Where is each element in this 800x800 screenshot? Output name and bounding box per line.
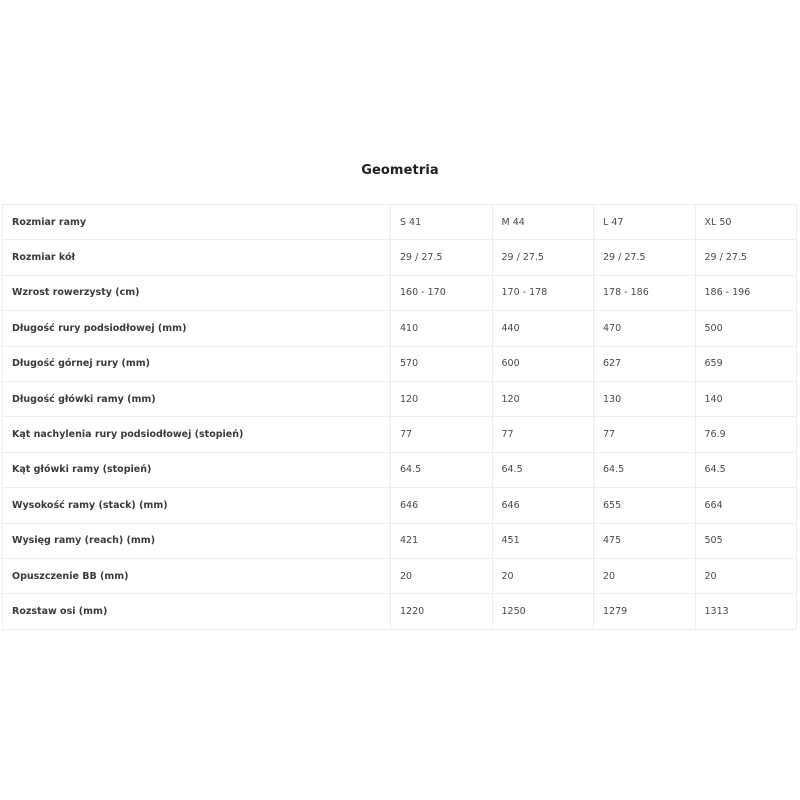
table-cell: 186 - 196 xyxy=(695,275,797,310)
table-cell: M 44 xyxy=(492,205,594,240)
table-row xyxy=(3,488,797,523)
row-label: Rozmiar kół xyxy=(3,240,391,275)
table-cell: 500 xyxy=(695,311,797,346)
table-cell: 120 xyxy=(391,381,493,416)
table-row xyxy=(3,381,797,416)
table-cell: 140 xyxy=(695,381,797,416)
table-cell: 600 xyxy=(492,346,594,381)
row-label: Wysokość ramy (stack) (mm) xyxy=(3,488,391,523)
row-label: Wysięg ramy (reach) (mm) xyxy=(3,523,391,558)
table-cell: 160 - 170 xyxy=(391,275,493,310)
row-label: Opuszczenie BB (mm) xyxy=(3,558,391,593)
table-cell: 77 xyxy=(594,417,696,452)
table-cell: 29 / 27.5 xyxy=(391,240,493,275)
row-label: Długość rury podsiodłowej (mm) xyxy=(3,311,391,346)
table-row xyxy=(3,417,797,452)
table-cell: 570 xyxy=(391,346,493,381)
table-cell: 64.5 xyxy=(695,452,797,487)
table-cell: 664 xyxy=(695,488,797,523)
table-cell: S 41 xyxy=(391,205,493,240)
table-cell: 77 xyxy=(391,417,493,452)
section-title: Geometria xyxy=(361,163,439,178)
table-cell: 475 xyxy=(594,523,696,558)
row-label: Wzrost rowerzysty (cm) xyxy=(3,275,391,310)
row-label: Rozmiar ramy xyxy=(3,205,391,240)
table-cell: L 47 xyxy=(594,205,696,240)
row-label: Długość główki ramy (mm) xyxy=(3,381,391,416)
table-cell: 627 xyxy=(594,346,696,381)
table-cell: 20 xyxy=(492,558,594,593)
table-cell: 77 xyxy=(492,417,594,452)
table-cell: 20 xyxy=(695,558,797,593)
table-cell: 178 - 186 xyxy=(594,275,696,310)
table-cell: 655 xyxy=(594,488,696,523)
table-cell: 1313 xyxy=(695,594,797,629)
table-cell: 120 xyxy=(492,381,594,416)
table-cell: 130 xyxy=(594,381,696,416)
table-cell: 451 xyxy=(492,523,594,558)
table-cell: 1220 xyxy=(391,594,493,629)
table-cell: XL 50 xyxy=(695,205,797,240)
table-cell: 29 / 27.5 xyxy=(492,240,594,275)
table-cell: 470 xyxy=(594,311,696,346)
row-label: Kąt nachylenia rury podsiodłowej (stopień) xyxy=(3,417,391,452)
geometry-table-body xyxy=(3,205,797,630)
table-row xyxy=(3,240,797,275)
table-cell: 410 xyxy=(391,311,493,346)
table-cell: 659 xyxy=(695,346,797,381)
row-label: Długość górnej rury (mm) xyxy=(3,346,391,381)
table-row xyxy=(3,452,797,487)
table-cell: 505 xyxy=(695,523,797,558)
table-cell: 1279 xyxy=(594,594,696,629)
table-cell: 64.5 xyxy=(594,452,696,487)
table-row xyxy=(3,558,797,593)
row-label: Rozstaw osi (mm) xyxy=(3,594,391,629)
table-cell: 1250 xyxy=(492,594,594,629)
table-row xyxy=(3,346,797,381)
table-cell: 20 xyxy=(594,558,696,593)
table-row xyxy=(3,594,797,629)
table-cell: 64.5 xyxy=(391,452,493,487)
table-row xyxy=(3,205,797,240)
geometry-table xyxy=(2,204,797,630)
table-cell: 170 - 178 xyxy=(492,275,594,310)
table-cell: 64.5 xyxy=(492,452,594,487)
table-cell: 29 / 27.5 xyxy=(695,240,797,275)
table-cell: 29 / 27.5 xyxy=(594,240,696,275)
table-row xyxy=(3,311,797,346)
table-cell: 421 xyxy=(391,523,493,558)
table-cell: 646 xyxy=(492,488,594,523)
table-cell: 440 xyxy=(492,311,594,346)
row-label: Kąt główki ramy (stopień) xyxy=(3,452,391,487)
table-cell: 76.9 xyxy=(695,417,797,452)
table-row xyxy=(3,523,797,558)
table-cell: 646 xyxy=(391,488,493,523)
table-cell: 20 xyxy=(391,558,493,593)
table-row xyxy=(3,275,797,310)
